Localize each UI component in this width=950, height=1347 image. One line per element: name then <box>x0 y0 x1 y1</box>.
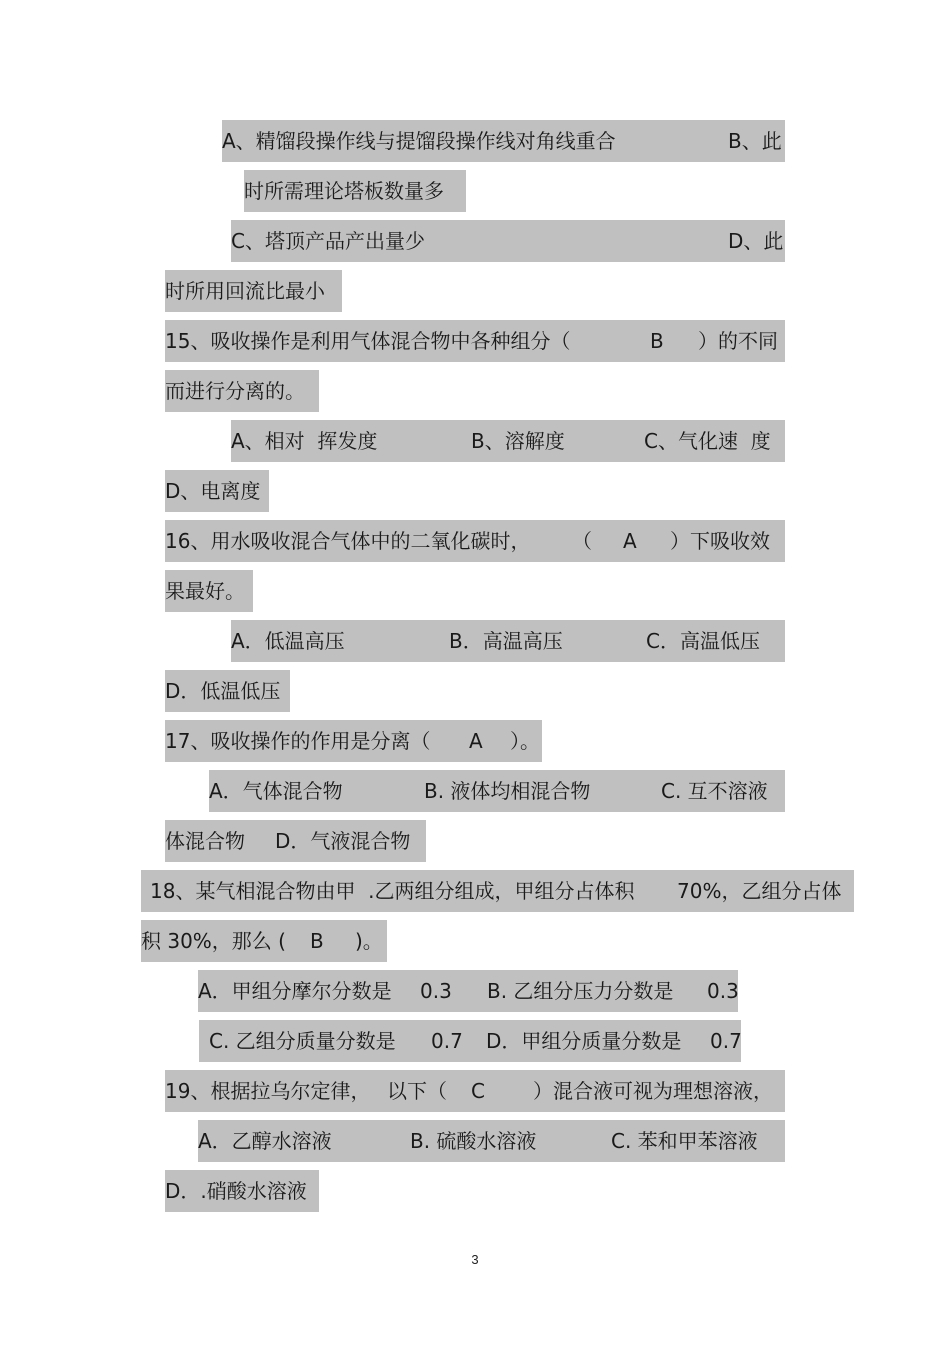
highlight-line <box>165 470 269 512</box>
question-16-answer: A <box>623 529 637 553</box>
highlight-line <box>231 420 785 462</box>
option-a-text: A．低温高压 <box>231 629 345 653</box>
highlight-line <box>165 670 290 712</box>
question-19-answer: C <box>471 1079 485 1103</box>
option-b-text: B．高温高压 <box>449 629 563 653</box>
option-b-text: B、此 <box>728 129 782 153</box>
highlight-line <box>165 370 319 412</box>
option-d-text: D．低温低压 <box>165 679 281 703</box>
highlight-line <box>165 320 785 362</box>
highlight-line <box>231 620 785 662</box>
option-d-text: D．.硝酸水溶液 <box>165 1179 307 1203</box>
option-c-text: C．高温低压 <box>646 629 760 653</box>
text-line: 时所用回流比最小 <box>165 279 325 303</box>
question-17-text: 17、吸收操作的作用是分离（ <box>165 729 431 753</box>
option-d-text: D、此 <box>728 229 784 253</box>
highlight-line <box>141 920 387 962</box>
option-b-value: 0.3 <box>707 979 739 1003</box>
page-number: 3 <box>471 1252 479 1267</box>
question-18-close: )。 <box>355 929 383 953</box>
highlight-line <box>165 520 785 562</box>
option-c-text: C、塔顶产品产出量少 <box>231 229 425 253</box>
question-15-answer: B <box>650 329 664 353</box>
highlight-line <box>165 720 542 762</box>
text-line: 而进行分离的。 <box>165 379 305 403</box>
highlight-line <box>165 270 342 312</box>
question-17-answer: A <box>469 729 483 753</box>
question-18-text-end: 70%，乙组分占体 <box>677 879 842 903</box>
option-c-text: C. 苯和甲苯溶液 <box>611 1129 758 1153</box>
option-b-text: B. 液体均相混合物 <box>424 779 591 803</box>
highlight-line <box>198 1120 785 1162</box>
option-d-text: D．气液混合物 <box>275 829 411 853</box>
text-line: 体混合物 <box>165 829 245 853</box>
question-19-text: 19、根据拉乌尔定律， <box>165 1079 371 1103</box>
highlight-line <box>165 570 253 612</box>
question-15-text: 15、吸收操作是利用气体混合物中各种组分（ <box>165 329 571 353</box>
question-19-text-end: ）混合液可视为理想溶液， <box>533 1079 773 1103</box>
question-19-paren: 以下（ <box>387 1079 447 1103</box>
option-c-text: C、气化速 度 <box>644 429 771 453</box>
option-c-text: C. 乙组分质量分数是 <box>209 1029 396 1053</box>
highlight-line <box>231 220 785 262</box>
question-16-text-end: ）下吸收效 <box>670 529 770 553</box>
option-d-value: 0.7 <box>710 1029 742 1053</box>
text-line: 积 30%，那么 ( <box>141 929 286 953</box>
option-a-text: A．气体混合物 <box>209 779 343 803</box>
option-b-text: B. 乙组分压力分数是 <box>487 979 674 1003</box>
question-18-text: 18、某气相混合物由甲 .乙两组分组成，甲组分占体积 <box>150 879 635 903</box>
option-c-value: 0.7 <box>431 1029 463 1053</box>
highlight-line <box>222 120 785 162</box>
option-b-text: B、溶解度 <box>471 429 565 453</box>
option-a-text: A、相对 挥发度 <box>231 429 378 453</box>
highlight-line <box>198 970 738 1012</box>
highlight-line <box>209 770 785 812</box>
option-a-text: A、精馏段操作线与提馏段操作线对角线重合 <box>222 129 616 153</box>
option-a-text: A．乙醇水溶液 <box>198 1129 332 1153</box>
text-line: 时所需理论塔板数量多 <box>244 179 444 203</box>
highlight-line <box>244 170 466 212</box>
option-d-text: D．甲组分质量分数是 <box>486 1029 682 1053</box>
highlight-line <box>165 1070 785 1112</box>
option-d-text: D、电离度 <box>165 479 261 503</box>
option-c-text: C. 互不溶液 <box>661 779 768 803</box>
text-line: 果最好。 <box>165 579 245 603</box>
option-a-value: 0.3 <box>420 979 452 1003</box>
question-16-paren: （ <box>572 529 592 553</box>
question-18-answer: B <box>310 929 324 953</box>
highlight-line <box>141 870 854 912</box>
highlight-line <box>165 820 426 862</box>
question-16-text: 16、用水吸收混合气体中的二氧化碳时， <box>165 529 531 553</box>
option-a-text: A．甲组分摩尔分数是 <box>198 979 392 1003</box>
highlight-line <box>199 1020 741 1062</box>
highlight-line <box>165 1170 319 1212</box>
option-b-text: B. 硫酸水溶液 <box>410 1129 537 1153</box>
question-17-text-end: ）。 <box>510 729 540 753</box>
question-15-text-end: ）的不同 <box>698 329 778 353</box>
